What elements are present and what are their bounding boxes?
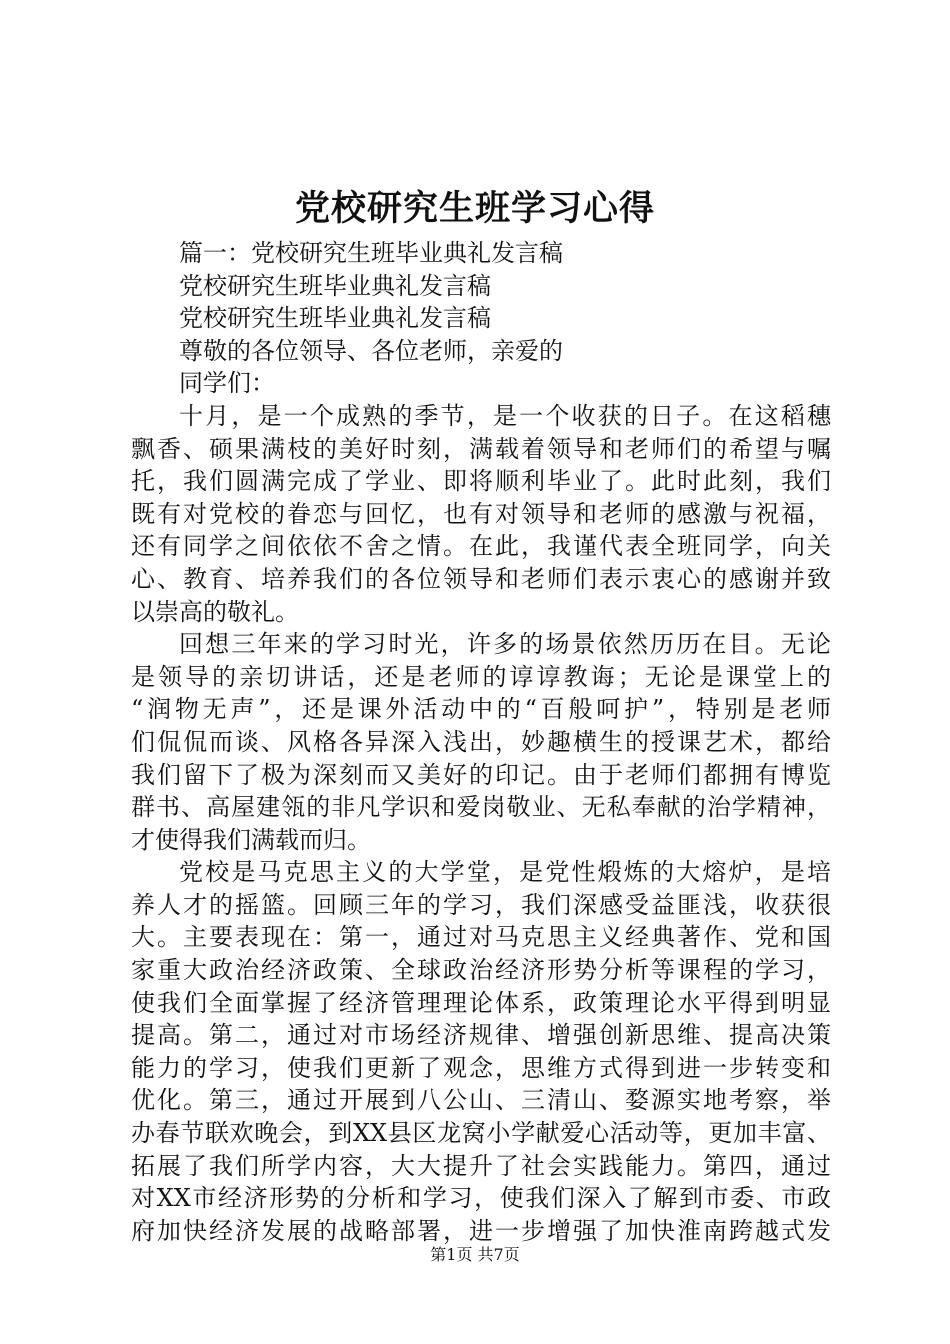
document-title: 党校研究生班学习心得 bbox=[294, 188, 655, 229]
text-line: 既有对党校的眷恋与回忆，也有对领导和老师的感激与祝福， bbox=[131, 499, 831, 528]
text-line: 养人才的摇篮。回顾三年的学习，我们深感受益匪浅，收获很 bbox=[131, 890, 831, 919]
text-line: 府加快经济发展的战略部署，进一步增强了加快淮南跨越式发 bbox=[131, 1216, 831, 1245]
text-line: 托，我们圆满完成了学业、即将顺利毕业了。此时此刻，我们 bbox=[131, 467, 831, 496]
text-line: 回想三年来的学习时光，许多的场景依然历历在目。无论 bbox=[179, 630, 831, 659]
text-line: 我们留下了极为深刻而又美好的印记。由于老师们都拥有博览 bbox=[131, 760, 831, 789]
text-line: 同学们： bbox=[179, 369, 275, 398]
text-line: 办春节联欢晚会，到XX县区龙窝小学献爱心活动等，更加丰富、 bbox=[131, 1119, 831, 1148]
text-line: 能力的学习，使我们更新了观念，思维方式得到进一步转变和 bbox=[131, 1053, 831, 1082]
text-line: 十月，是一个成熟的季节，是一个收获的日子。在这稻穗 bbox=[179, 401, 831, 430]
text-line: 家重大政治经济政策、全球政治经济形势分析等课程的学习， bbox=[131, 956, 831, 985]
text-line: 使我们全面掌握了经济管理理论体系，政策理论水平得到明显 bbox=[131, 988, 831, 1017]
text-line: 对XX市经济形势的分析和学习，使我们深入了解到市委、市政 bbox=[131, 1184, 831, 1213]
text-line: 心、教育、培养我们的各位领导和老师们表示衷心的感谢并致 bbox=[131, 564, 831, 593]
text-line: 优化。第三，通过开展到八公山、三清山、婺源实地考察，举 bbox=[131, 1086, 831, 1115]
text-line: 飘香、硕果满枝的美好时刻，满载着领导和老师们的希望与嘱 bbox=[131, 434, 831, 463]
text-line: 提高。第二，通过对市场经济规律、增强创新思维、提高决策 bbox=[131, 1021, 831, 1050]
document-body bbox=[131, 237, 831, 1247]
text-line: 尊敬的各位领导、各位老师，亲爱的 bbox=[179, 336, 563, 365]
text-line: 才使得我们满载而归。 bbox=[131, 825, 371, 854]
page-number-footer: 第1页 共7页 bbox=[430, 1245, 520, 1264]
text-line: “润物无声”，还是课外活动中的“百般呵护”，特别是老师 bbox=[131, 695, 831, 724]
text-line: 党校是马克思主义的大学堂，是党性煅炼的大熔炉，是培 bbox=[179, 858, 831, 887]
text-line: 群书、高屋建瓴的非凡学识和爱岗敬业、无私奉献的治学精神， bbox=[131, 793, 831, 822]
text-line: 还有同学之间依依不舍之情。在此，我谨代表全班同学，向关 bbox=[131, 532, 831, 561]
text-line: 党校研究生班毕业典礼发言稿 bbox=[179, 304, 491, 333]
text-line: 拓展了我们所学内容，大大提升了社会实践能力。第四，通过 bbox=[131, 1151, 831, 1180]
text-line: 党校研究生班毕业典礼发言稿 bbox=[179, 271, 491, 300]
text-line: 大。主要表现在：第一，通过对马克思主义经典著作、党和国 bbox=[131, 923, 831, 952]
text-line: 是领导的亲切讲话，还是老师的谆谆教诲；无论是课堂上的 bbox=[131, 662, 831, 691]
text-line: 们侃侃而谈、风格各异深入浅出，妙趣横生的授课艺术，都给 bbox=[131, 727, 831, 756]
text-line: 篇一：党校研究生班毕业典礼发言稿 bbox=[179, 239, 563, 267]
text-line: 以崇高的敬礼。 bbox=[131, 597, 299, 626]
